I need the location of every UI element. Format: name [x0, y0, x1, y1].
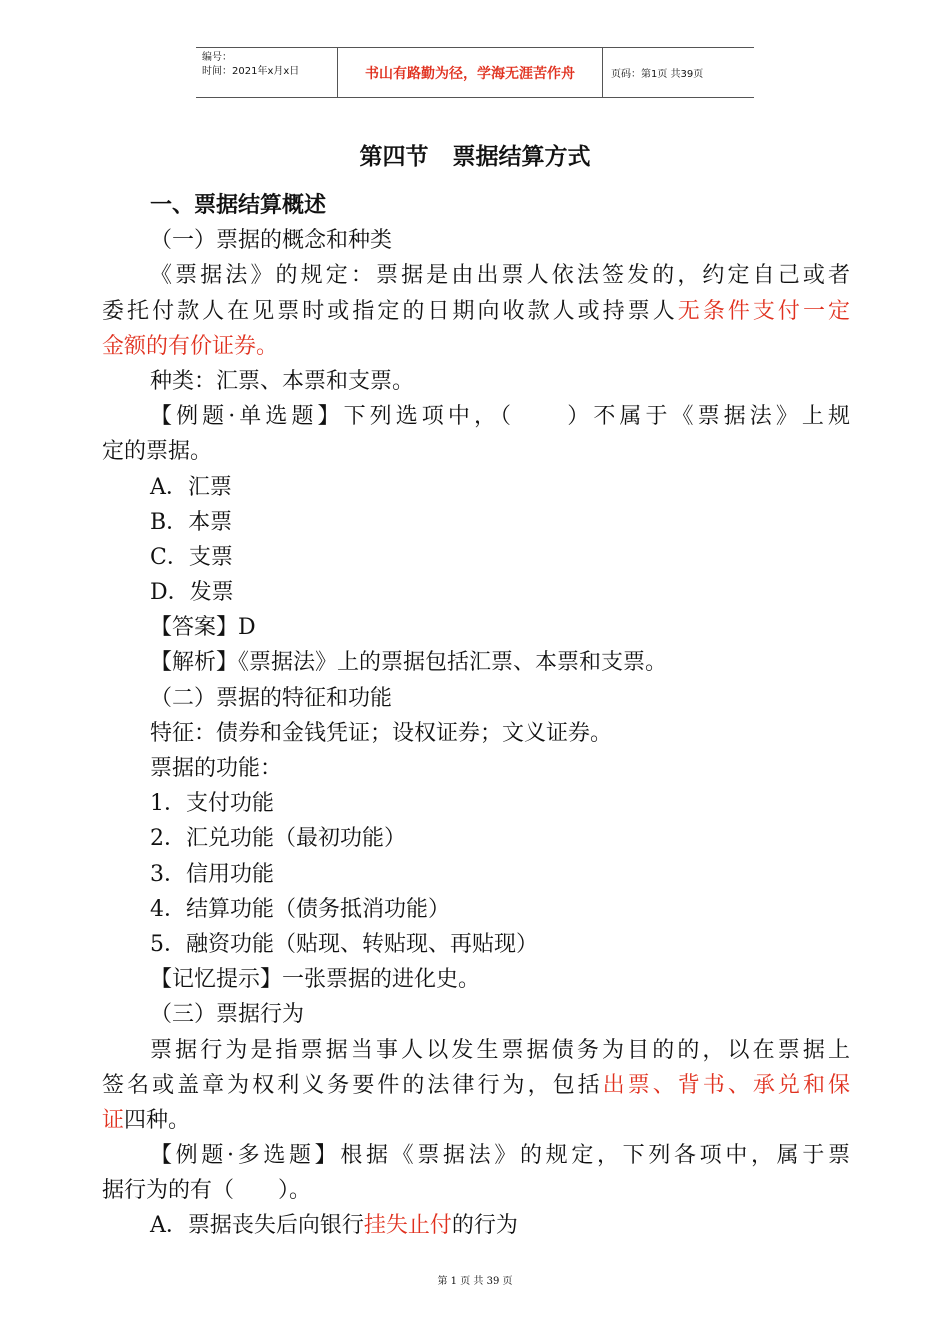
example1-explanation: 【解析】《票据法》上的票据包括汇票、本票和支票。 — [150, 650, 668, 676]
example1-question-1: 【例题·单选题】下列选项中，（ ）不属于《票据法》上规 — [150, 404, 850, 430]
header-motto-cell — [337, 48, 603, 97]
example1-answer: 【答案】D — [150, 615, 256, 641]
function-item-1: 1．支付功能 — [150, 791, 274, 817]
definition-line-3: 金额的有价证券。 — [102, 333, 279, 359]
function-item-4: 4．结算功能（债务抵消功能） — [150, 896, 450, 922]
subheading-acts: （三）票据行为 — [150, 1002, 305, 1028]
section-title — [0, 138, 950, 171]
example2-option-a: A．票据丧失后向银行挂失止付的行为 — [150, 1213, 518, 1239]
section-title-text: 票据结算方式 — [452, 144, 591, 170]
memory-tip: 【记忆提示】一张票据的进化史。 — [150, 967, 481, 993]
example1-option-c: C．支票 — [150, 544, 233, 570]
function-item-3: 3．信用功能 — [150, 861, 274, 887]
subheading-concept: （一）票据的概念和种类 — [150, 228, 393, 254]
functions-title: 票据的功能： — [150, 756, 283, 781]
features-line: 特征：债券和金钱凭证；设权证券；文义证券。 — [150, 720, 613, 746]
section-title-number: 第四节 — [359, 144, 429, 170]
highlight-text: 挂失止付 — [363, 1213, 452, 1239]
acts-line-1: 票据行为是指票据当事人以发生票据债务为目的的，以在票据上 — [150, 1037, 850, 1063]
example1-option-a: A．汇票 — [150, 474, 232, 500]
definition-line-2: 委托付款人在见票时或指定的日期向收款人或持票人无条件支付一定 — [102, 298, 850, 324]
code-label: 编号： — [202, 52, 232, 63]
function-item-2: 2．汇兑功能（最初功能） — [150, 826, 406, 852]
example1-option-b: B．本票 — [150, 509, 233, 535]
page-header — [196, 47, 754, 98]
example2-question-2: 据行为的有（ ）。 — [102, 1178, 312, 1204]
function-item-5: 5．融资功能（贴现、转贴现、再贴现） — [150, 931, 538, 957]
example2-question-1: 【例题·多选题】根据《票据法》的规定，下列各项中，属于票 — [150, 1143, 850, 1169]
subheading-features: （二）票据的特征和功能 — [150, 685, 393, 711]
time-label: 时间：2021年x月x日 — [202, 66, 300, 77]
highlight-text: 无条件支付一定 — [677, 298, 850, 324]
header-page-cell — [603, 48, 754, 97]
highlight-text: 证 — [102, 1107, 125, 1133]
acts-line-2: 签名或盖章为权利义务要件的法律行为，包括出票、背书、承兑和保 — [102, 1072, 850, 1098]
acts-line-3: 证四种。 — [102, 1107, 191, 1133]
header-page-info: 页码：第1页 共39页 — [611, 69, 704, 80]
document-body — [102, 188, 850, 1244]
header-left-cell — [196, 48, 337, 97]
definition-line-1: 《票据法》的规定：票据是由出票人依法签发的，约定自己或者 — [150, 263, 850, 289]
heading-overview: 一、票据结算概述 — [150, 193, 327, 218]
example1-question-2: 定的票据。 — [102, 439, 213, 465]
header-motto: 书山有路勤为径，学海无涯苦作舟 — [365, 65, 575, 82]
example1-option-d: D．发票 — [150, 580, 234, 606]
highlight-text: 出票、背书、承兑和保 — [602, 1072, 850, 1098]
types-line: 种类：汇票、本票和支票。 — [150, 368, 415, 394]
page-footer: 第 1 页 共 39 页 — [437, 1276, 513, 1287]
